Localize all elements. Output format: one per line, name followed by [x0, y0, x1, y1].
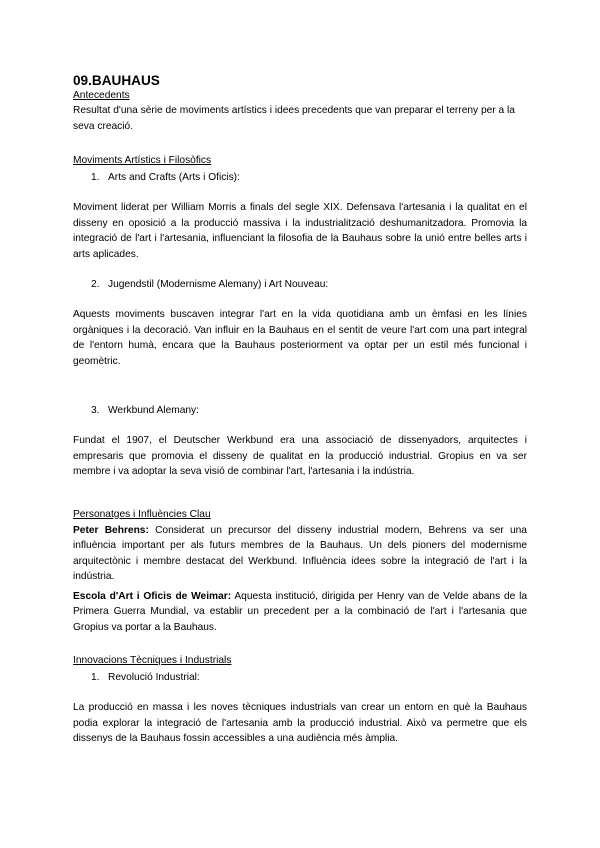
werkbund-text: Fundat el 1907, el Deutscher Werkbund era una associació de dissenyadors, arquitectes i empresaris que promovia el disseny de qualitat en la producció industrial. Gropius en va ser membre i va adoptar la seva visió de combinar l'art, l'artesania i la indústria.: [73, 435, 527, 477]
antecedents-heading: Antecedents: [73, 90, 130, 101]
jugendstil-text: Aquests moviments buscaven integrar l'art en la vida quotidiana amb un èmfasi en les línies orgàniques i la decoració. Van influir en la Bauhaus en el sentit de veure l'art com una part integral de l'entorn humà, encara que la Bauhaus posteriorment va optar per un estil més funcional i geomètric.: [73, 309, 527, 367]
list-label: Revolució Industrial:: [108, 672, 200, 683]
weimar-name: Escola d'Art i Oficis de Weimar:: [73, 590, 232, 602]
list-number: 1.: [91, 172, 100, 183]
document-title: 09.BAUHAUS: [73, 73, 160, 88]
list-number: 1.: [91, 672, 100, 683]
behrens-paragraph: [73, 523, 527, 585]
list-number: 2.: [91, 279, 100, 290]
personatges-heading: Personatges i Influències Clau: [73, 508, 211, 520]
weimar-text: Aquesta institució, dirigida per Henry van de Velde abans de la Primera Guerra Mundial, va establir un precedent per a la combinació de l'art i l'artesania que Gropius va portar a la Bauhaus.: [73, 590, 527, 633]
list-label: Werkbund Alemany:: [108, 405, 199, 416]
list-item-jugendstil: [73, 278, 527, 292]
document-page: [73, 72, 527, 747]
weimar-paragraph: [73, 589, 527, 636]
list-item-werkbund: [73, 404, 527, 418]
list-number: 3.: [91, 405, 100, 416]
behrens-name: Peter Behrens:: [73, 524, 149, 536]
innovacions-heading: Innovacions Tècniques i Industrials: [73, 655, 232, 666]
movements-heading: Moviments Artístics i Filosòfics: [73, 155, 212, 166]
list-item-revolucio: [73, 671, 527, 685]
list-label: Jugendstil (Modernisme Alemany) i Art Nouveau:: [108, 279, 329, 290]
list-label: Arts and Crafts (Arts i Oficis):: [108, 172, 240, 183]
antecedents-text: Resultat d'una sèrie de moviments artístics i idees precedents que van preparar el terreny per a la seva creació.: [73, 105, 515, 132]
list-item-arts-crafts: [73, 171, 527, 185]
revolucio-text: La producció en massa i les noves tècniques industrials van crear un entorn en què la Bauhaus podia explorar la integració de l'artesania amb la producció industrial. Això va permetre que els dissenys de la Bauhaus fossin accessibles a una audiència més àmplia.: [73, 702, 527, 744]
arts-crafts-text: Moviment liderat per William Morris a finals del segle XIX. Defensava l'artesania i la qualitat en el disseny en oposició a la producció massiva i la industrialització deshumanitzadora. Promovia la integració de l'art i l'artesania, influenciant la filosofia de la Bauhaus sobre la unió entre belles arts i arts aplicades.: [73, 202, 527, 260]
behrens-text: Considerat un precursor del disseny industrial modern, Behrens va ser una influència important per als futurs membres de la Bauhaus. Un dels pioners del modernisme arquitectònic i membre destacat del Werkbund. Influència idees sobre la integració de l'art i la indústria.: [73, 524, 527, 582]
